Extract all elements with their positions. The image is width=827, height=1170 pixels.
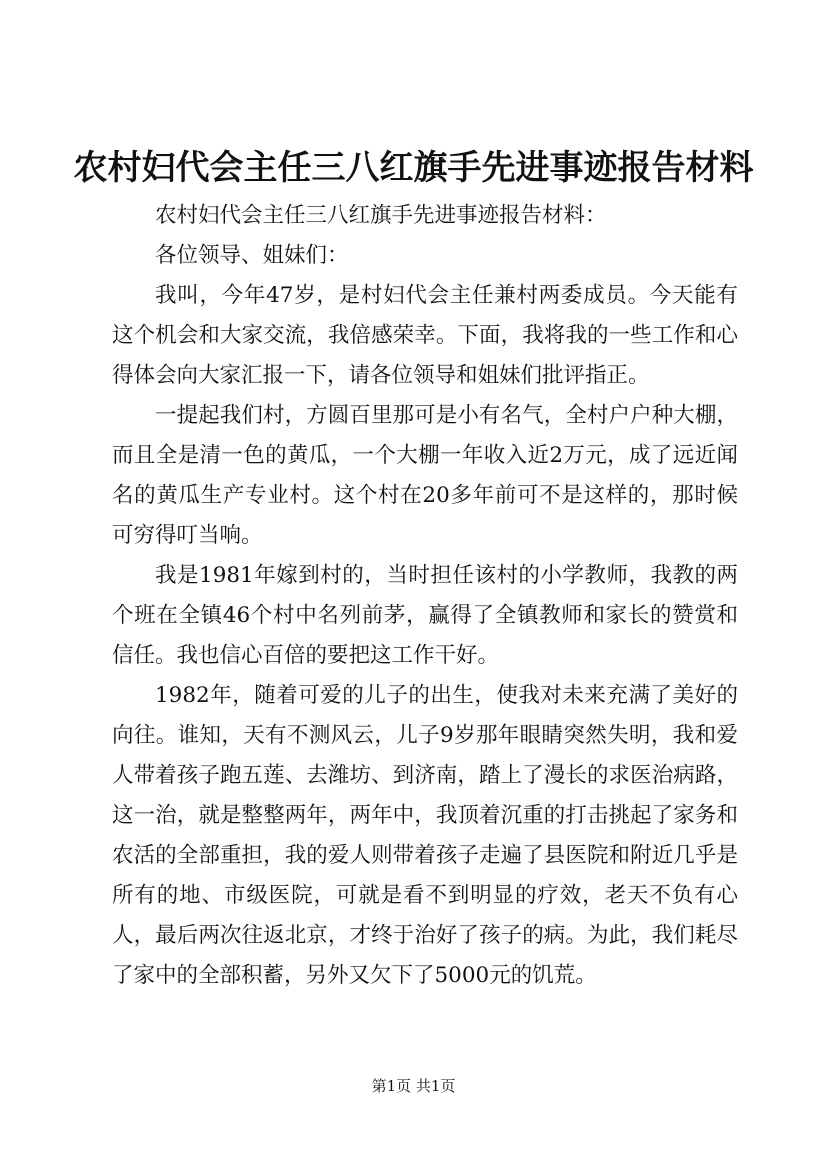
paragraph-son: 1982年，随着可爱的儿子的出生，使我对未来充满了美好的向往。谁知，天有不测风云，儿子9岁那年眼睛突然失明，我和爱人带着孩子跑五莲、去潍坊、到济南，踏上了漫长的求医治病路，这一治，就是整整两年，两年中，我顶着沉重的打击挑起了家务和农活的全部重担，我的爱人则带着孩子走遍了县医院和附近几乎是所有的地、市级医院，可就是看不到明显的疗效，老天不负有心人，最后两次往返北京，才终于治好了孩子的病。为此，我们耗尽了家中的全部积蓄，另外又欠下了5000元的饥荒。 [112, 683, 738, 988]
paragraph-teacher: 我是1981年嫁到村的，当时担任该村的小学教师，我教的两个班在全镇46个村中名列前茅，赢得了全镇教师和家长的赞赏和信任。我也信心百倍的要把这工作干好。 [112, 563, 738, 668]
document-title: 农村妇代会主任三八红旗手先进事迹报告材料 [73, 148, 754, 188]
paragraph-salutation: 各位领导、姐妹们： [155, 243, 349, 268]
page-footer: 第1页 共1页 [371, 1077, 456, 1095]
paragraph-heading-repeat: 农村妇代会主任三八红旗手先进事迹报告材料： [155, 203, 607, 228]
document-body [112, 196, 738, 996]
paragraph-introduction: 我叫，今年47岁，是村妇代会主任兼村两委成员。今天能有这个机会和大家交流，我倍感荣幸。下面，我将我的一些工作和心得体会向大家汇报一下，请各位领导和姐妹们批评指正。 [112, 283, 738, 388]
paragraph-village: 一提起我们村，方圆百里那可是小有名气，全村户户种大棚，而且全是清一色的黄瓜，一个大棚一年收入近2万元，成了远近闻名的黄瓜生产专业村。这个村在20多年前可不是这样的，那时候可穷得叮当响。 [112, 403, 738, 548]
